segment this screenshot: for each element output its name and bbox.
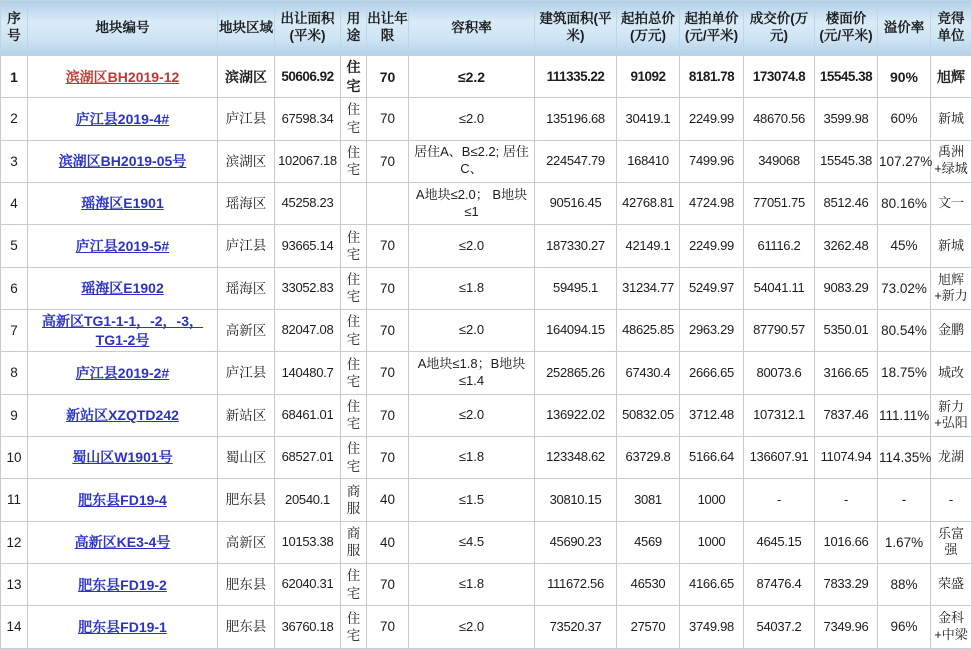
cell-start_unit: 2666.65: [680, 352, 744, 394]
cell-area: 82047.08: [275, 310, 341, 352]
cell-premium: 96%: [878, 606, 931, 649]
parcel-link[interactable]: 高新区KE3-4号: [74, 534, 171, 551]
cell-area: 10153.38: [275, 521, 341, 563]
table-row: [1, 56, 971, 98]
cell-floor_price: 15545.38: [815, 56, 878, 98]
cell-parcel: [28, 606, 218, 649]
cell-winner: 金鹏: [931, 310, 971, 352]
cell-deal_price: 61116.2: [744, 225, 815, 267]
cell-term: 40: [367, 479, 409, 521]
cell-area: 68527.01: [275, 437, 341, 479]
cell-term: 70: [367, 352, 409, 394]
cell-term: 70: [367, 98, 409, 140]
cell-term: 70: [367, 225, 409, 267]
cell-deal_price: 87790.57: [744, 310, 815, 352]
cell-premium: 88%: [878, 564, 931, 606]
cell-floor_price: 11074.94: [815, 437, 878, 479]
column-header-seq: 序号: [1, 1, 28, 56]
cell-parcel: [28, 267, 218, 309]
cell-far: A地块≤1.8；B地块≤1.4: [409, 352, 535, 394]
cell-premium: 73.02%: [878, 267, 931, 309]
cell-build_area: 252865.26: [535, 352, 617, 394]
table-row: [1, 479, 971, 521]
cell-start_unit: 7499.96: [680, 140, 744, 182]
cell-build_area: 73520.37: [535, 606, 617, 649]
table-row: [1, 564, 971, 606]
cell-winner: 城改: [931, 352, 971, 394]
cell-area: 140480.7: [275, 352, 341, 394]
cell-deal_price: 54041.11: [744, 267, 815, 309]
cell-use: 住宅: [341, 310, 367, 352]
cell-build_area: 90516.45: [535, 183, 617, 225]
cell-deal_price: 54037.2: [744, 606, 815, 649]
cell-deal_price: 107312.1: [744, 394, 815, 436]
cell-seq: 5: [1, 225, 28, 267]
cell-term: 40: [367, 521, 409, 563]
cell-start_total: 50832.05: [617, 394, 680, 436]
column-header-region: 地块区域: [218, 1, 275, 56]
cell-far: ≤2.0: [409, 394, 535, 436]
cell-region: 肥东县: [218, 606, 275, 649]
cell-area: 93665.14: [275, 225, 341, 267]
cell-term: 70: [367, 310, 409, 352]
cell-far: ≤2.0: [409, 225, 535, 267]
cell-winner: 旭辉: [931, 56, 971, 98]
cell-region: 蜀山区: [218, 437, 275, 479]
cell-use: [341, 183, 367, 225]
parcel-link[interactable]: 滨湖区BH2019-12: [65, 68, 180, 85]
cell-premium: 18.75%: [878, 352, 931, 394]
cell-deal_price: -: [744, 479, 815, 521]
cell-winner: 金科+中梁: [931, 606, 971, 649]
cell-region: 肥东县: [218, 479, 275, 521]
parcel-link[interactable]: 瑶海区E1901: [81, 195, 164, 212]
cell-use: 商服: [341, 521, 367, 563]
cell-deal_price: 136607.91: [744, 437, 815, 479]
cell-build_area: 123348.62: [535, 437, 617, 479]
cell-winner: 禹洲+绿城: [931, 140, 971, 182]
cell-start_unit: 5249.97: [680, 267, 744, 309]
cell-region: 瑶海区: [218, 183, 275, 225]
cell-start_unit: 3749.98: [680, 606, 744, 649]
cell-start_total: 31234.77: [617, 267, 680, 309]
cell-premium: 1.67%: [878, 521, 931, 563]
cell-region: 肥东县: [218, 564, 275, 606]
cell-premium: 45%: [878, 225, 931, 267]
cell-start_unit: 4724.98: [680, 183, 744, 225]
cell-floor_price: 8512.46: [815, 183, 878, 225]
table-row: [1, 437, 971, 479]
cell-start_unit: 5166.64: [680, 437, 744, 479]
cell-region: 庐江县: [218, 225, 275, 267]
cell-premium: 80.54%: [878, 310, 931, 352]
cell-far: ≤2.0: [409, 98, 535, 140]
cell-region: 滨湖区: [218, 140, 275, 182]
cell-area: 45258.23: [275, 183, 341, 225]
parcel-link[interactable]: 蜀山区W1901号: [72, 449, 173, 466]
cell-far: ≤1.8: [409, 564, 535, 606]
cell-use: 住宅: [341, 606, 367, 649]
cell-term: 70: [367, 267, 409, 309]
cell-start_unit: 8181.78: [680, 56, 744, 98]
cell-parcel: [28, 394, 218, 436]
parcel-link[interactable]: 庐江县2019-5#: [75, 237, 170, 254]
cell-seq: 9: [1, 394, 28, 436]
cell-floor_price: 5350.01: [815, 310, 878, 352]
cell-deal_price: 87476.4: [744, 564, 815, 606]
cell-term: [367, 183, 409, 225]
cell-floor_price: 7349.96: [815, 606, 878, 649]
cell-seq: 7: [1, 310, 28, 352]
cell-use: 住宅: [341, 564, 367, 606]
cell-parcel: [28, 225, 218, 267]
cell-parcel: [28, 521, 218, 563]
cell-term: 70: [367, 140, 409, 182]
cell-use: 住宅: [341, 225, 367, 267]
table-row: [1, 606, 971, 649]
table-row: [1, 267, 971, 309]
cell-start_unit: 2249.99: [680, 98, 744, 140]
cell-term: 70: [367, 564, 409, 606]
cell-start_total: 42768.81: [617, 183, 680, 225]
cell-start_total: 168410: [617, 140, 680, 182]
column-header-term: 出让年限: [367, 1, 409, 56]
cell-deal_price: 48670.56: [744, 98, 815, 140]
cell-deal_price: 349068: [744, 140, 815, 182]
cell-floor_price: 7837.46: [815, 394, 878, 436]
cell-build_area: 111335.22: [535, 56, 617, 98]
cell-premium: 60%: [878, 98, 931, 140]
cell-floor_price: 3262.48: [815, 225, 878, 267]
cell-deal_price: 80073.6: [744, 352, 815, 394]
cell-far: 居住A、B≤2.2; 居住C、: [409, 140, 535, 182]
cell-parcel: [28, 310, 218, 352]
cell-area: 102067.18: [275, 140, 341, 182]
cell-start_total: 63729.8: [617, 437, 680, 479]
cell-seq: 1: [1, 56, 28, 98]
cell-winner: 新城: [931, 225, 971, 267]
parcel-link[interactable]: 肥东县FD19-4: [78, 491, 167, 508]
cell-use: 住宅: [341, 140, 367, 182]
cell-build_area: 45690.23: [535, 521, 617, 563]
cell-term: 70: [367, 394, 409, 436]
cell-far: ≤1.8: [409, 267, 535, 309]
cell-winner: 荣盛: [931, 564, 971, 606]
cell-start_total: 27570: [617, 606, 680, 649]
cell-seq: 13: [1, 564, 28, 606]
cell-build_area: 111672.56: [535, 564, 617, 606]
cell-start_total: 91092: [617, 56, 680, 98]
table-body: [1, 56, 971, 649]
cell-premium: 114.35%: [878, 437, 931, 479]
column-header-start_unit: 起拍单价(元/平米): [680, 1, 744, 56]
cell-winner: -: [931, 479, 971, 521]
cell-term: 70: [367, 606, 409, 649]
cell-use: 住宅: [341, 352, 367, 394]
cell-start_total: 48625.85: [617, 310, 680, 352]
column-header-build_area: 建筑面积(平米): [535, 1, 617, 56]
cell-build_area: 136922.02: [535, 394, 617, 436]
cell-region: 滨湖区: [218, 56, 275, 98]
column-header-floor_price: 楼面价(元/平米): [815, 1, 878, 56]
cell-term: 70: [367, 56, 409, 98]
parcel-link[interactable]: 庐江县2019-4#: [75, 110, 170, 127]
cell-premium: 90%: [878, 56, 931, 98]
cell-seq: 3: [1, 140, 28, 182]
cell-premium: 80.16%: [878, 183, 931, 225]
cell-seq: 8: [1, 352, 28, 394]
cell-parcel: [28, 56, 218, 98]
table-row: [1, 310, 971, 352]
cell-far: ≤1.5: [409, 479, 535, 521]
parcel-link[interactable]: 瑶海区E1902: [81, 280, 164, 297]
cell-start_unit: 1000: [680, 521, 744, 563]
column-header-far: 容积率: [409, 1, 535, 56]
cell-premium: 111.11%: [878, 394, 931, 436]
cell-area: 62040.31: [275, 564, 341, 606]
cell-use: 住宅: [341, 98, 367, 140]
cell-region: 庐江县: [218, 98, 275, 140]
cell-use: 住宅: [341, 437, 367, 479]
cell-region: 高新区: [218, 310, 275, 352]
cell-winner: 乐富强: [931, 521, 971, 563]
column-header-deal_price: 成交价(万元): [744, 1, 815, 56]
cell-seq: 2: [1, 98, 28, 140]
cell-deal_price: 77051.75: [744, 183, 815, 225]
cell-start_unit: 2963.29: [680, 310, 744, 352]
cell-floor_price: 15545.38: [815, 140, 878, 182]
cell-build_area: 187330.27: [535, 225, 617, 267]
cell-area: 36760.18: [275, 606, 341, 649]
table-row: [1, 394, 971, 436]
column-header-parcel: 地块编号: [28, 1, 218, 56]
cell-start_total: 4569: [617, 521, 680, 563]
cell-parcel: [28, 479, 218, 521]
cell-use: 住宅: [341, 267, 367, 309]
parcel-link[interactable]: 肥东县FD19-1: [78, 618, 167, 635]
cell-deal_price: 4645.15: [744, 521, 815, 563]
cell-parcel: [28, 98, 218, 140]
cell-far: A地块≤2.0； B地块≤1: [409, 183, 535, 225]
cell-winner: 旭辉+新力: [931, 267, 971, 309]
cell-seq: 4: [1, 183, 28, 225]
table-row: [1, 98, 971, 140]
cell-term: 70: [367, 437, 409, 479]
cell-region: 庐江县: [218, 352, 275, 394]
cell-floor_price: 7833.29: [815, 564, 878, 606]
cell-seq: 14: [1, 606, 28, 649]
cell-far: ≤2.0: [409, 606, 535, 649]
header-row: [1, 1, 971, 56]
cell-parcel: [28, 437, 218, 479]
cell-floor_price: 3599.98: [815, 98, 878, 140]
cell-region: 新站区: [218, 394, 275, 436]
cell-far: ≤1.8: [409, 437, 535, 479]
parcel-link[interactable]: 滨湖区BH2019-05号: [58, 153, 187, 170]
cell-far: ≤2.0: [409, 310, 535, 352]
cell-region: 高新区: [218, 521, 275, 563]
parcel-link[interactable]: 新站区XZQTD242: [66, 407, 179, 424]
cell-deal_price: 173074.8: [744, 56, 815, 98]
cell-area: 20540.1: [275, 479, 341, 521]
cell-parcel: [28, 140, 218, 182]
cell-build_area: 224547.79: [535, 140, 617, 182]
cell-start_total: 30419.1: [617, 98, 680, 140]
cell-start_unit: 4166.65: [680, 564, 744, 606]
cell-start_total: 42149.1: [617, 225, 680, 267]
parcel-link[interactable]: 庐江县2019-2#: [75, 364, 170, 381]
cell-area: 50606.92: [275, 56, 341, 98]
column-header-area: 出让面积(平米): [275, 1, 341, 56]
cell-floor_price: -: [815, 479, 878, 521]
table-row: [1, 183, 971, 225]
cell-parcel: [28, 183, 218, 225]
cell-area: 67598.34: [275, 98, 341, 140]
cell-start_unit: 3712.48: [680, 394, 744, 436]
table-row: [1, 140, 971, 182]
cell-build_area: 30810.15: [535, 479, 617, 521]
cell-build_area: 59495.1: [535, 267, 617, 309]
cell-winner: 新力+弘阳: [931, 394, 971, 436]
cell-build_area: 135196.68: [535, 98, 617, 140]
cell-far: ≤2.2: [409, 56, 535, 98]
cell-parcel: [28, 352, 218, 394]
table-row: [1, 352, 971, 394]
cell-parcel: [28, 564, 218, 606]
cell-region: 瑶海区: [218, 267, 275, 309]
table-row: [1, 225, 971, 267]
cell-seq: 11: [1, 479, 28, 521]
cell-area: 68461.01: [275, 394, 341, 436]
cell-premium: -: [878, 479, 931, 521]
cell-build_area: 164094.15: [535, 310, 617, 352]
cell-floor_price: 3166.65: [815, 352, 878, 394]
cell-start_total: 3081: [617, 479, 680, 521]
cell-start_unit: 1000: [680, 479, 744, 521]
table-row: [1, 521, 971, 563]
cell-seq: 10: [1, 437, 28, 479]
cell-winner: 新城: [931, 98, 971, 140]
cell-start_total: 67430.4: [617, 352, 680, 394]
column-header-start_total: 起拍总价(万元): [617, 1, 680, 56]
column-header-use: 用途: [341, 1, 367, 56]
cell-winner: 文一: [931, 183, 971, 225]
cell-premium: 107.27%: [878, 140, 931, 182]
cell-far: ≤4.5: [409, 521, 535, 563]
cell-seq: 6: [1, 267, 28, 309]
parcel-link[interactable]: 高新区TG1-1-1，-2，-3，TG1-2号: [41, 313, 204, 348]
column-header-premium: 溢价率: [878, 1, 931, 56]
cell-area: 33052.83: [275, 267, 341, 309]
cell-start_total: 46530: [617, 564, 680, 606]
cell-seq: 12: [1, 521, 28, 563]
cell-start_unit: 2249.99: [680, 225, 744, 267]
cell-floor_price: 1016.66: [815, 521, 878, 563]
parcel-link[interactable]: 肥东县FD19-2: [78, 576, 167, 593]
cell-floor_price: 9083.29: [815, 267, 878, 309]
column-header-winner: 竞得单位: [931, 1, 971, 56]
cell-winner: 龙湖: [931, 437, 971, 479]
cell-use: 住宅: [341, 56, 367, 98]
cell-use: 住宅: [341, 394, 367, 436]
cell-use: 商服: [341, 479, 367, 521]
